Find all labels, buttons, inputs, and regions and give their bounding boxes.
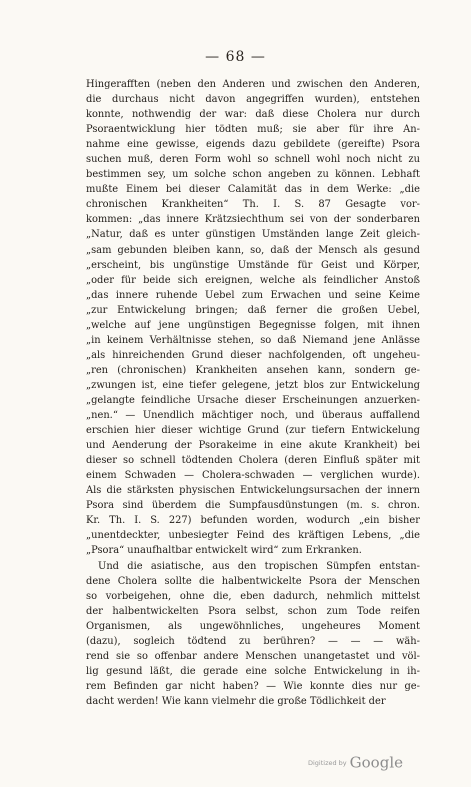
text-line: Und die asiatische, aus den tropischen Sümpfen entstan-	[98, 560, 420, 572]
text-line: „in keinem Verhältnisse stehen, so daß Niemand jene Anlässe	[86, 334, 420, 346]
text-line: „ren (chronischen) Krankheiten ansehen kann, sondern ge-	[86, 364, 420, 376]
text-line: Psoraentwicklung hier tödten muß; sie aber für ihre An-	[86, 124, 420, 136]
text-line: dieser so schnell tödtenden Cholera (deren Einfluß später mit	[86, 455, 420, 467]
text-line: „das innere ruhende Uebel zum Erwachen und seine Keime	[86, 289, 420, 301]
page-number: — 68 —	[205, 49, 266, 65]
text-line: „welche auf jene ungünstigen Begegnisse folgen, mit ihnen	[86, 319, 420, 331]
text-line: Organismen, als ungewöhnliches, ungeheures Moment	[86, 620, 420, 632]
text-line: „Natur, daß es unter günstigen Umständen lange Zeit gleich-	[86, 229, 420, 241]
text-line: „nen.“ — Unendlich mächtiger noch, und überaus auffallend	[86, 410, 420, 422]
text-line: und Aenderung der Psorakeime in eine akute Krankheit) bei	[86, 440, 420, 452]
text-line: erschien hier dieser wichtige Grund (zur tiefern Entwickelung	[86, 425, 420, 437]
text-line: der halbentwickelten Psora selbst, schon zum Tode reifen	[86, 605, 420, 617]
text-line: so vorbeigehen, ohne die, eben dadurch, nehmlich mittelst	[86, 590, 420, 602]
digitization-watermark	[308, 752, 403, 772]
text-line: chronischen Krankheiten“ Th. I. S. 87 Gesagte vor-	[86, 199, 420, 211]
paragraph	[86, 77, 420, 559]
text-line: die durchaus nicht davon angegriffen wurden), entstehen	[86, 94, 420, 106]
text-line: „sam gebunden bleiben kann, so, daß der Mensch als gesund	[86, 244, 420, 256]
text-line: „unentdeckter, unbesiegter Feind des kräftigen Lebens, „die	[86, 530, 420, 542]
text-line: „erscheint, bis ungünstige Umstände für Geist und Körper,	[86, 259, 420, 271]
text-line: kommen: „das innere Krätzsiechthum sei von der sonderbaren	[86, 214, 420, 226]
text-line: „Psora“ unaufhaltbar entwickelt wird“ zum Erkranken.	[86, 545, 362, 557]
text-line: lig gesund läßt, die gerade eine solche Entwickelung in ih-	[86, 665, 420, 677]
text-line: „gelangte feindliche Ursache dieser Erscheinungen anzuerken-	[86, 394, 420, 406]
text-line: Psora sind überdem die Sumpfausdünstungen (m. s. chron.	[86, 500, 420, 512]
body-text	[86, 77, 420, 709]
text-line: dene Cholera sollte die halbentwickelte Psora der Menschen	[86, 575, 420, 587]
text-line: bestimmen sey, um solche schon angeben zu können. Lebhaft	[86, 169, 420, 181]
text-line: dacht werden! Wie kann vielmehr die große Tödlichkeit der	[86, 695, 386, 707]
text-line: einem Schwaden — Cholera-schwaden — verglichen wurde).	[86, 470, 420, 482]
text-line: Hingerafften (neben den Anderen und zwischen den Anderen,	[86, 79, 420, 90]
text-line: „zur Entwickelung bringen; daß ferner die großen Uebel,	[86, 304, 420, 316]
text-line: (dazu), sogleich tödtend zu berühren? — — — wäh-	[86, 635, 420, 647]
text-line: suchen muß, deren Form wohl so schnell wohl noch nicht zu	[86, 154, 420, 166]
text-line: nahme eine gewisse, eigends dazu gebildete (gereifte) Psora	[86, 139, 420, 151]
text-line: „als hinreichenden Grund dieser nachfolgenden, oft ungeheu-	[86, 349, 420, 361]
text-line: „zwungen ist, eine tiefer gelegene, jetzt blos zur Entwickelung	[86, 379, 420, 391]
google-logo: Google	[349, 753, 403, 772]
text-line: rem Befinden gar nicht haben? — Wie konnte dies nur ge-	[86, 680, 420, 692]
digitized-by-label: Digitized by	[307, 758, 347, 767]
text-line: „oder für beide sich ereignen, welche als feindlicher Anstoß	[86, 274, 420, 286]
text-line: Kr. Th. I. S. 227) befunden worden, wodurch „ein bisher	[86, 515, 420, 527]
text-line: mußte Einem bei dieser Calamität das in dem Werke: „die	[86, 184, 420, 196]
paragraph	[86, 559, 420, 709]
text-line: Als die stärksten physischen Entwickelungsursachen der innern	[86, 485, 420, 497]
text-line: konnte, nothwendig der war: daß diese Cholera nur durch	[86, 109, 420, 121]
text-line: rend sie so offenbar andere Menschen unangetastet und völ-	[86, 650, 420, 662]
